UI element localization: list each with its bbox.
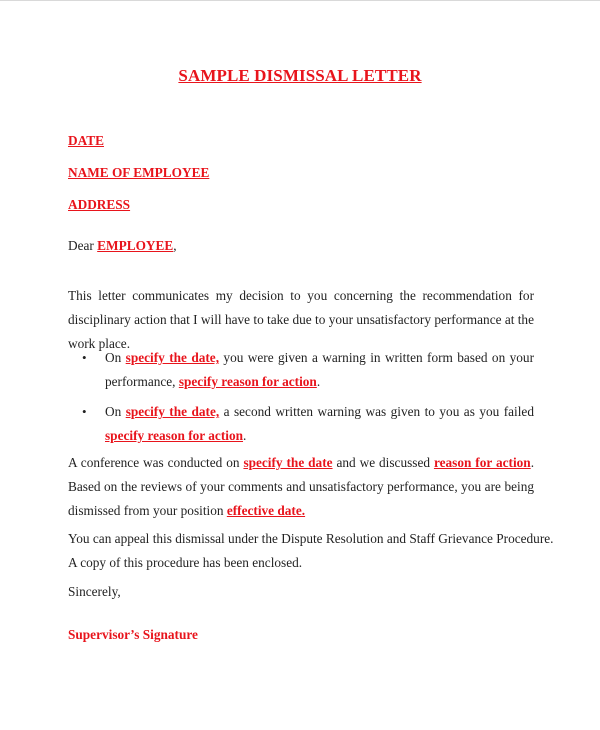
closing-line: Sincerely,: [68, 584, 121, 599]
text-run: you were given a warning in written form based on your performance,: [105, 350, 535, 389]
letter-title: SAMPLE DISMISSAL LETTER: [178, 66, 422, 85]
text-run: .: [243, 428, 247, 443]
text-run: a second written warning was given to you as you failed: [219, 404, 534, 419]
date-field: DATE: [68, 133, 104, 148]
salutation-prefix: Dear: [68, 238, 98, 253]
date-placeholder: specify the date,: [125, 404, 220, 419]
date-placeholder: specify the date: [243, 455, 333, 470]
supervisor-signature: Supervisor’s Signature: [68, 627, 198, 642]
text-run: and we discussed: [332, 455, 434, 470]
employee-name-field: NAME OF EMPLOYEE: [68, 165, 210, 180]
text-run: . Based on the reviews of your comments and unsatisfactory performance, you are being dismissed from your position: [68, 455, 535, 518]
reason-placeholder: specify reason for action: [178, 374, 317, 389]
text-run: .: [316, 374, 321, 389]
page-top-border: [0, 0, 600, 1]
text-run: On: [105, 404, 126, 419]
reason-placeholder: specify reason for action: [105, 428, 244, 443]
salutation-employee-placeholder: EMPLOYEE: [97, 238, 174, 253]
text-run: On: [105, 350, 126, 365]
bullet-text: [105, 400, 534, 448]
intro-paragraph: This letter communicates my decision to you concerning the recommendation for disciplinary action that I will have to take due to your unsatisfactory performance at the work place.: [68, 288, 534, 351]
salutation-suffix: ,: [173, 238, 177, 253]
bullet-text: [105, 346, 534, 394]
text-run: A conference was conducted on: [68, 455, 244, 470]
date-placeholder: specify the date,: [125, 350, 220, 365]
conference-paragraph: [68, 451, 534, 523]
appeal-line: You can appeal this dismissal under the Dispute Resolution and Staff Grievance Procedure.: [68, 531, 554, 546]
reason-placeholder: reason for action: [433, 455, 531, 470]
salutation: [68, 238, 177, 254]
bullet-dot-icon: •: [82, 350, 87, 365]
effective-date-placeholder: effective date.: [226, 503, 306, 518]
bullet-dot-icon: •: [82, 404, 87, 419]
enclosure-line: A copy of this procedure has been enclosed.: [68, 555, 303, 570]
address-field: ADDRESS: [68, 197, 131, 212]
